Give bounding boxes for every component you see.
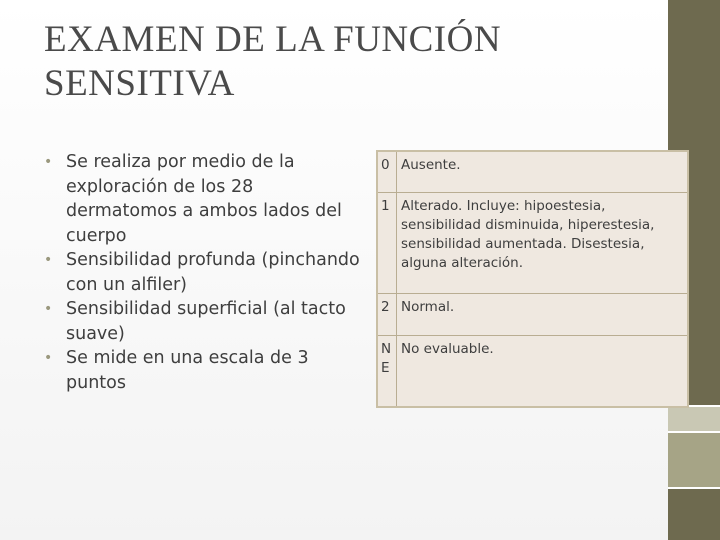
slide-title [44,18,644,106]
scale-description: No evaluable. [397,335,689,407]
scale-table [376,150,689,408]
bullet-text: Se mide en una escala de 3 puntos [66,348,309,393]
side-divider [668,431,720,433]
bullet-icon: • [44,154,53,170]
scale-description: Ausente. [397,151,689,192]
scale-code: 2 [377,293,397,335]
bullet-text: Se realiza por medio de la exploración de los 28 dermatomos a ambos lados del cuerpo [66,152,342,246]
side-block-dark [668,488,720,540]
side-block-medium [668,432,720,488]
bullet-icon: • [44,301,53,317]
bullet-item [44,248,364,297]
slide-title-line-2: SENSITIVA [44,63,235,104]
bullet-item [44,346,364,395]
bullet-list [44,150,364,395]
scale-code: 1 [377,192,397,293]
table-row [377,293,688,335]
bullet-icon: • [44,252,53,268]
bullet-item [44,297,364,346]
slide-title-line-1: EXAMEN DE LA FUNCIÓN [44,19,502,60]
scale-description: Normal. [397,293,689,335]
scale-code: 0 [377,151,397,192]
table-row [377,151,688,192]
scale-code: NE [377,335,397,407]
bullet-icon: • [44,350,53,366]
bullet-text: Sensibilidad superficial (al tacto suave) [66,299,346,344]
table-row [377,192,688,293]
side-block-light [668,407,720,432]
bullet-text: Sensibilidad profunda (pinchando con un alfiler) [66,250,360,295]
table-row [377,335,688,407]
side-divider [668,487,720,489]
scale-description: Alterado. Incluye: hipoestesia, sensibilidad disminuida, hiperestesia, sensibilidad aumentada. Disestesia, alguna alteración. [397,192,689,293]
bullet-item [44,150,364,248]
